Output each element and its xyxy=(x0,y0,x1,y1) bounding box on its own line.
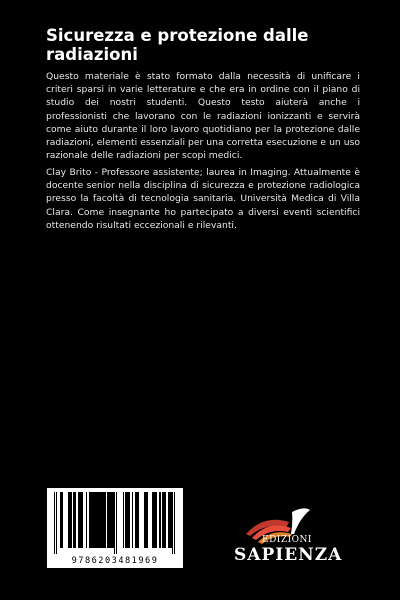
barcode-bar xyxy=(101,492,104,548)
barcode-bar xyxy=(154,492,157,548)
barcode-bar xyxy=(68,492,69,548)
barcode-bar xyxy=(159,492,161,548)
barcode-bar xyxy=(108,492,111,548)
barcode-guard-bar xyxy=(114,492,115,554)
barcode-bar xyxy=(71,492,72,548)
barcode-bar xyxy=(147,492,148,548)
barcode-guard-bar xyxy=(172,492,173,554)
barcode-bar xyxy=(125,492,126,548)
barcode-bar xyxy=(112,492,114,548)
book-description: Questo materiale è stato formato dalla necessità di unificare i criteri sparsi in varie letterature e che era in ordine con il piano di studio dei nostri studenti. Questo testo aiuterà anche i professionisti che lavorano con le radiazioni ionizzanti e servirà come aiuto durante il loro lavoro quotidiano per la protezione dalle radiazioni, elementi essenziali per una corretta esecuzione e un uso razionale delle radiazioni per scopi medici. xyxy=(46,71,360,162)
barcode-bar xyxy=(69,492,71,548)
barcode-bar xyxy=(89,492,92,548)
barcode-bar xyxy=(78,492,80,548)
barcode-guard-bar xyxy=(54,492,55,554)
barcode-guard-bar xyxy=(174,492,175,554)
barcode-bar xyxy=(123,492,124,548)
barcode-number: 9786203481969 xyxy=(71,556,159,566)
barcode-bar xyxy=(132,492,133,548)
barcode-bar xyxy=(163,492,166,548)
barcode-bar xyxy=(86,492,87,548)
barcode-bar xyxy=(168,492,169,548)
barcode-bar xyxy=(82,492,83,548)
barcode-bar xyxy=(104,492,106,548)
book-title: Sicurezza e protezione dalle radiazioni xyxy=(46,26,309,64)
barcode-bar xyxy=(107,492,108,548)
barcode-bar xyxy=(135,492,136,548)
barcode-bar xyxy=(144,492,146,548)
barcode-bar xyxy=(92,492,95,548)
barcode-bar xyxy=(97,492,99,548)
barcode-bar xyxy=(169,492,172,548)
barcode-guard-bar xyxy=(56,492,57,554)
publisher-line1: EDIZIONI xyxy=(262,535,312,545)
barcode-bar xyxy=(111,492,112,548)
barcode-guard-bar xyxy=(116,492,117,554)
barcode-bar xyxy=(152,492,154,548)
publisher-line2: SAPIENZA xyxy=(234,545,343,565)
isbn-barcode xyxy=(47,488,183,568)
barcode-bar xyxy=(136,492,139,548)
barcode-bar xyxy=(146,492,147,548)
barcode-bar xyxy=(73,492,76,548)
barcode-bar xyxy=(95,492,97,548)
barcode-bar xyxy=(99,492,101,548)
author-bio: Clay Brito - Professore assistente; laurea in Imaging. Attualmente è docente senior nella disciplina di sicurezza e protezione radiologica presso la facoltà di tecnologia sanitaria. Università Medica di Villa Clara. Come insegnante ho partecipato a diversi eventi scientifici ottenendo risultati eccezionali e rilevanti. xyxy=(46,167,360,231)
barcode-bar xyxy=(162,492,163,548)
barcode-bar xyxy=(126,492,129,548)
barcode-bars xyxy=(52,492,178,554)
barcode-bar xyxy=(80,492,82,548)
barcode-bar xyxy=(129,492,130,548)
barcode-bar xyxy=(60,492,63,548)
